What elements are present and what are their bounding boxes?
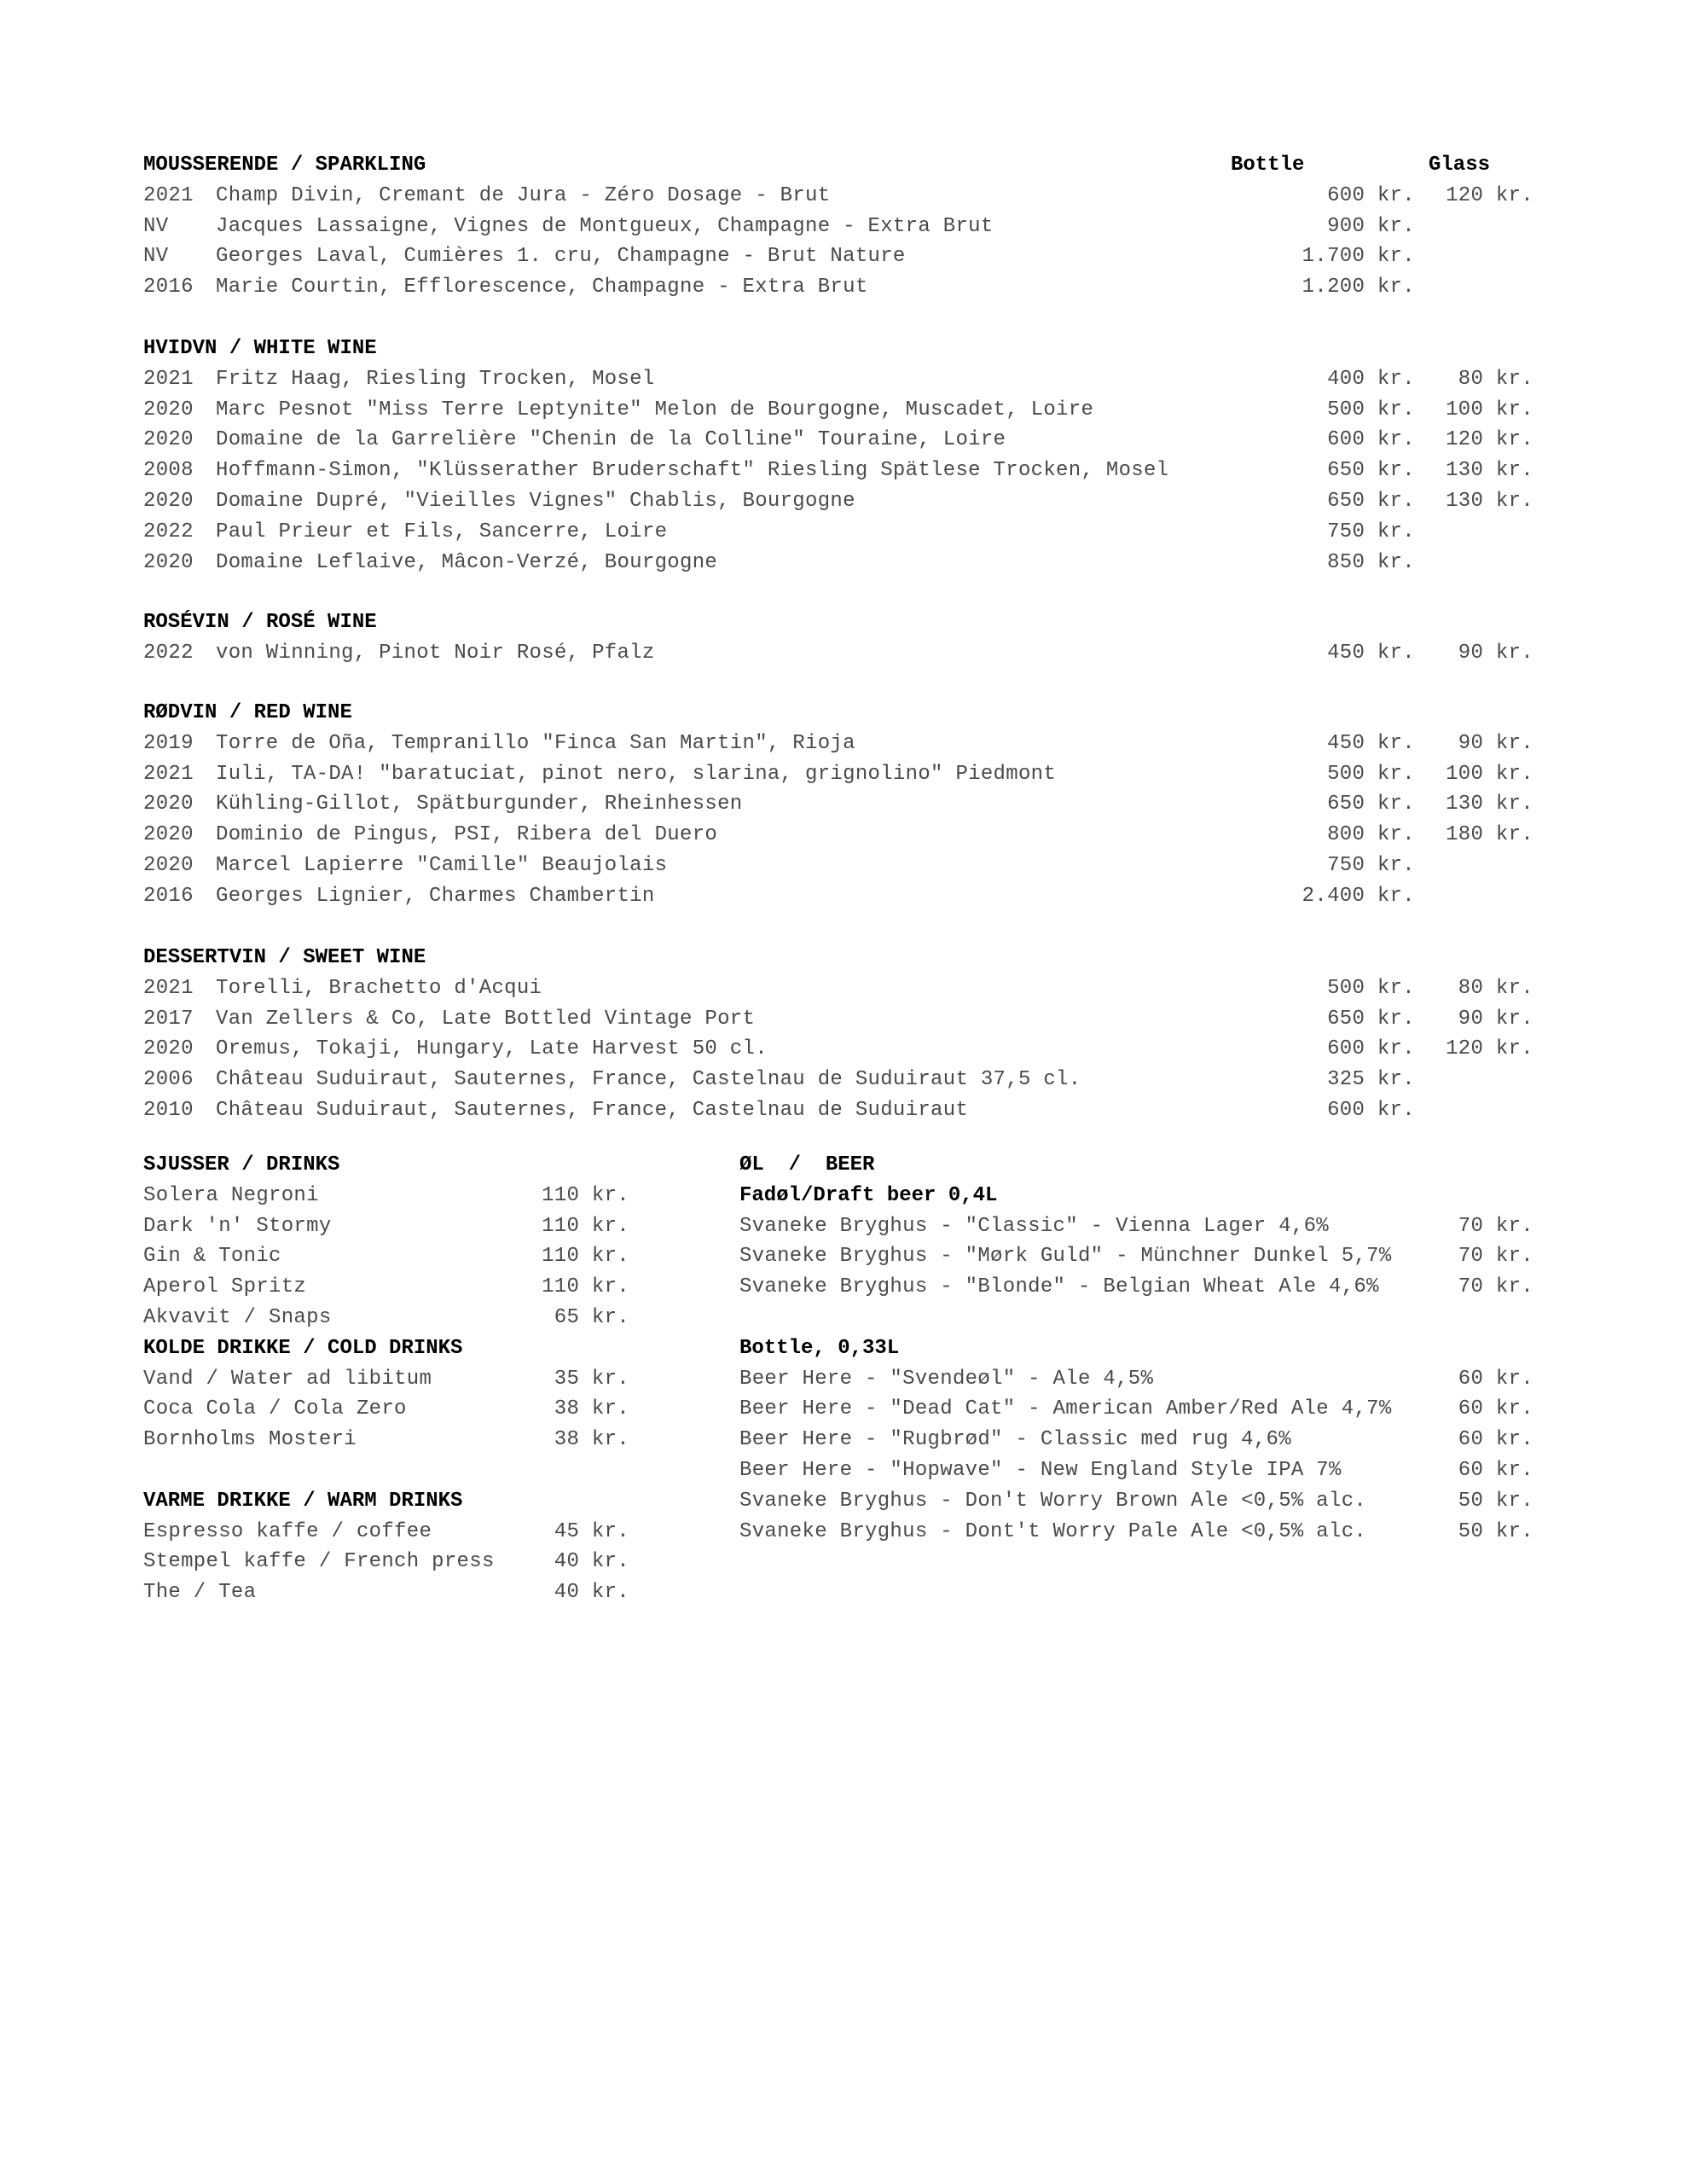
drink-name: Aperol Spritz [143, 1275, 307, 1299]
drink-price: 50 kr. [1458, 1489, 1533, 1513]
wine-row [0, 243, 1687, 270]
bottle-price: 500 kr. [1327, 976, 1415, 1000]
glass-price: 100 kr. [1446, 398, 1533, 421]
glass-price: 100 kr. [1446, 762, 1533, 786]
drink-name: Coca Cola / Cola Zero [143, 1397, 407, 1421]
wine-row [0, 1036, 1687, 1063]
bottle-price: 650 kr. [1327, 793, 1415, 816]
bottle-price: 600 kr. [1327, 428, 1415, 452]
glass-price: 80 kr. [1458, 367, 1533, 391]
wine-year: 2008 [143, 459, 194, 483]
drink-name: Beer Here - "Svendeøl" - Ale 4,5% [739, 1367, 1154, 1391]
glass-column-header: Glass [1429, 154, 1491, 177]
wine-year: 2006 [143, 1068, 194, 1092]
wine-year: 2010 [143, 1099, 194, 1122]
drink-price: 65 kr. [554, 1306, 629, 1329]
wine-year: 2016 [143, 884, 194, 908]
drink-price: 40 kr. [554, 1581, 629, 1605]
wine-year: 2019 [143, 731, 194, 755]
drink-row [0, 1396, 1687, 1423]
wine-row [0, 183, 1687, 210]
drink-price: 70 kr. [1458, 1214, 1533, 1238]
wine-row [0, 366, 1687, 393]
section-title: RØDVIN / RED WINE [143, 701, 352, 724]
drink-row [0, 1366, 1687, 1393]
wine-year: 2020 [143, 793, 194, 816]
bottle-price: 500 kr. [1327, 762, 1415, 786]
bottle-price: 400 kr. [1327, 367, 1415, 391]
wine-name: Oremus, Tokaji, Hungary, Late Harvest 50 cl. [216, 1037, 768, 1061]
wine-year: 2016 [143, 276, 194, 299]
wine-row [0, 457, 1687, 485]
wine-name: Domaine Dupré, "Vieilles Vignes" Chablis, Bourgogne [216, 490, 855, 513]
wine-name: Iuli, TA-DA! "baratuciat, pinot nero, slarina, grignolino" Piedmont [216, 762, 1057, 786]
wine-row [0, 730, 1687, 758]
bottle-price: 650 kr. [1327, 459, 1415, 483]
drink-price: 110 kr. [542, 1275, 629, 1299]
wine-row [0, 213, 1687, 241]
wine-row [0, 883, 1687, 910]
wine-row [0, 1006, 1687, 1033]
bottle-price: 600 kr. [1327, 183, 1415, 207]
drink-price: 35 kr. [554, 1367, 629, 1391]
wine-row [0, 761, 1687, 788]
bottle-price: 1.200 kr. [1301, 276, 1415, 299]
drink-row [0, 1519, 1687, 1546]
wine-year: 2020 [143, 823, 194, 847]
wine-year: 2020 [143, 490, 194, 513]
drink-row [0, 1274, 1687, 1301]
column-heading: KOLDE DRIKKE / COLD DRINKS [143, 1336, 463, 1360]
column-heading: VARME DRIKKE / WARM DRINKS [143, 1489, 463, 1513]
drink-price: 110 kr. [542, 1183, 629, 1207]
wine-row [0, 1066, 1687, 1094]
wine-name: Georges Lignier, Charmes Chambertin [216, 884, 655, 908]
wine-row [0, 427, 1687, 454]
drink-row [0, 1488, 1687, 1515]
column-heading: Bottle, 0,33L [739, 1336, 900, 1360]
drink-row [0, 1548, 1687, 1576]
column-heading: SJUSSER / DRINKS [143, 1153, 340, 1176]
section-title: MOUSSERENDE / SPARKLING [143, 154, 426, 177]
bottle-price: 2.400 kr. [1301, 884, 1415, 908]
drink-row [0, 1426, 1687, 1454]
wine-year: NV [143, 245, 169, 269]
wine-name: Kühling-Gillot, Spätburgunder, Rheinhessen [216, 793, 743, 816]
wine-name: Hoffmann-Simon, "Klüsserather Bruderschaft" Riesling Spätlese Trocken, Mosel [216, 459, 1169, 483]
wine-name: Domaine de la Garrelière "Chenin de la Colline" Touraine, Loire [216, 428, 1006, 452]
wine-row [0, 274, 1687, 301]
wine-year: 2020 [143, 550, 194, 574]
wine-year: 2020 [143, 398, 194, 421]
bottle-price: 500 kr. [1327, 398, 1415, 421]
wine-year: 2020 [143, 1037, 194, 1061]
drink-price: 70 kr. [1458, 1245, 1533, 1269]
wine-name: Dominio de Pingus, PSI, Ribera del Duero [216, 823, 718, 847]
wine-name: Torre de Oña, Tempranillo "Finca San Martin", Rioja [216, 731, 855, 755]
drink-name: Svaneke Bryghus - Dont't Worry Pale Ale <0,5% alc. [739, 1519, 1367, 1543]
wine-name: Domaine Leflaive, Mâcon-Verzé, Bourgogne [216, 550, 718, 574]
wine-name: Georges Laval, Cumières 1. cru, Champagne - Brut Nature [216, 245, 906, 269]
drink-name: Vand / Water ad libitum [143, 1367, 432, 1391]
bottle-price: 900 kr. [1327, 214, 1415, 238]
drink-name: Dark 'n' Stormy [143, 1214, 332, 1238]
wine-name: Marcel Lapierre "Camille" Beaujolais [216, 854, 668, 877]
wine-year: 2021 [143, 183, 194, 207]
wine-name: Marc Pesnot "Miss Terre Leptynite" Melon de Bourgogne, Muscadet, Loire [216, 398, 1094, 421]
column-heading: ØL / BEER [739, 1153, 875, 1176]
wine-row [0, 397, 1687, 424]
wine-name: Château Suduiraut, Sauternes, France, Castelnau de Suduiraut [216, 1099, 969, 1122]
drink-row [0, 1304, 1687, 1332]
bottle-price: 650 kr. [1327, 490, 1415, 513]
wine-year: 2021 [143, 762, 194, 786]
drink-name: Espresso kaffe / coffee [143, 1519, 432, 1543]
drink-row [0, 1579, 1687, 1606]
wine-row [0, 488, 1687, 515]
wine-year: 2021 [143, 976, 194, 1000]
glass-price: 120 kr. [1446, 428, 1533, 452]
glass-price: 120 kr. [1446, 183, 1533, 207]
wine-name: Marie Courtin, Efflorescence, Champagne - Extra Brut [216, 276, 868, 299]
glass-price: 120 kr. [1446, 1037, 1533, 1061]
drink-price: 60 kr. [1458, 1367, 1533, 1391]
wine-name: Paul Prieur et Fils, Sancerre, Loire [216, 520, 668, 543]
drink-name: Akvavit / Snaps [143, 1306, 332, 1329]
wine-year: 2022 [143, 641, 194, 665]
bottle-price: 750 kr. [1327, 520, 1415, 543]
drink-price: 50 kr. [1458, 1519, 1533, 1543]
drink-name: Svaneke Bryghus - "Mørk Guld" - Münchner Dunkel 5,7% [739, 1245, 1392, 1269]
bottle-price: 800 kr. [1327, 823, 1415, 847]
bottle-price: 1.700 kr. [1301, 245, 1415, 269]
bottle-price: 600 kr. [1327, 1037, 1415, 1061]
wine-year: 2020 [143, 854, 194, 877]
drink-price: 110 kr. [542, 1245, 629, 1269]
wine-name: Van Zellers & Co, Late Bottled Vintage Port [216, 1007, 756, 1031]
wine-year: 2017 [143, 1007, 194, 1031]
bottle-price: 650 kr. [1327, 1007, 1415, 1031]
wine-row [0, 791, 1687, 818]
glass-price: 130 kr. [1446, 459, 1533, 483]
bottle-column-header: Bottle [1231, 154, 1305, 177]
drink-price: 38 kr. [554, 1428, 629, 1452]
glass-price: 130 kr. [1446, 793, 1533, 816]
wine-row [0, 822, 1687, 849]
drink-price: 110 kr. [542, 1214, 629, 1238]
drink-price: 60 kr. [1458, 1397, 1533, 1421]
drink-name: Svaneke Bryghus - "Blonde" - Belgian Wheat Ale 4,6% [739, 1275, 1379, 1299]
drink-name: Svaneke Bryghus - "Classic" - Vienna Lager 4,6% [739, 1214, 1330, 1238]
drink-row [0, 1243, 1687, 1270]
drink-name: Beer Here - "Rugbrød" - Classic med rug 4,6% [739, 1428, 1291, 1452]
wine-row [0, 1097, 1687, 1124]
wine-row [0, 852, 1687, 880]
drink-row [0, 1457, 1687, 1484]
drink-price: 60 kr. [1458, 1428, 1533, 1452]
wine-name: Château Suduiraut, Sauternes, France, Castelnau de Suduiraut 37,5 cl. [216, 1068, 1081, 1092]
wine-year: NV [143, 214, 169, 238]
drink-name: Svaneke Bryghus - Don't Worry Brown Ale <0,5% alc. [739, 1489, 1367, 1513]
drink-price: 40 kr. [554, 1550, 629, 1574]
drink-name: Solera Negroni [143, 1183, 319, 1207]
wine-year: 2022 [143, 520, 194, 543]
drink-name: Beer Here - "Hopwave" - New England Style IPA 7% [739, 1459, 1342, 1482]
section-title: HVIDVN / WHITE WINE [143, 337, 377, 360]
wine-row [0, 519, 1687, 546]
wine-row [0, 640, 1687, 667]
bottle-price: 600 kr. [1327, 1099, 1415, 1122]
glass-price: 130 kr. [1446, 490, 1533, 513]
wine-name: von Winning, Pinot Noir Rosé, Pfalz [216, 641, 655, 665]
drink-name: Gin & Tonic [143, 1245, 281, 1269]
drink-price: 70 kr. [1458, 1275, 1533, 1299]
drink-price: 38 kr. [554, 1397, 629, 1421]
bottle-price: 750 kr. [1327, 854, 1415, 877]
bottle-price: 850 kr. [1327, 550, 1415, 574]
section-title: DESSERTVIN / SWEET WINE [143, 946, 426, 969]
glass-price: 90 kr. [1458, 731, 1533, 755]
bottle-price: 450 kr. [1327, 731, 1415, 755]
wine-name: Fritz Haag, Riesling Trocken, Mosel [216, 367, 655, 391]
drink-name: Beer Here - "Dead Cat" - American Amber/Red Ale 4,7% [739, 1397, 1392, 1421]
drink-price: 45 kr. [554, 1519, 629, 1543]
drink-name: Bornholms Mosteri [143, 1428, 357, 1452]
drink-price: 60 kr. [1458, 1459, 1533, 1482]
glass-price: 90 kr. [1458, 1007, 1533, 1031]
bottle-price: 325 kr. [1327, 1068, 1415, 1092]
wine-row [0, 975, 1687, 1002]
glass-price: 90 kr. [1458, 641, 1533, 665]
glass-price: 80 kr. [1458, 976, 1533, 1000]
drink-row [0, 1213, 1687, 1240]
wine-name: Jacques Lassaigne, Vignes de Montgueux, Champagne - Extra Brut [216, 214, 994, 238]
drink-name: Stempel kaffe / French press [143, 1550, 495, 1574]
wine-name: Torelli, Brachetto d'Acqui [216, 976, 542, 1000]
wine-year: 2020 [143, 428, 194, 452]
wine-row [0, 549, 1687, 577]
wine-name: Champ Divin, Cremant de Jura - Zéro Dosage - Brut [216, 183, 831, 207]
wine-year: 2021 [143, 367, 194, 391]
bottle-price: 450 kr. [1327, 641, 1415, 665]
section-title: ROSÉVIN / ROSÉ WINE [143, 611, 377, 634]
glass-price: 180 kr. [1446, 823, 1533, 847]
drink-name: The / Tea [143, 1581, 257, 1605]
column-heading: Fadøl/Draft beer 0,4L [739, 1183, 998, 1207]
